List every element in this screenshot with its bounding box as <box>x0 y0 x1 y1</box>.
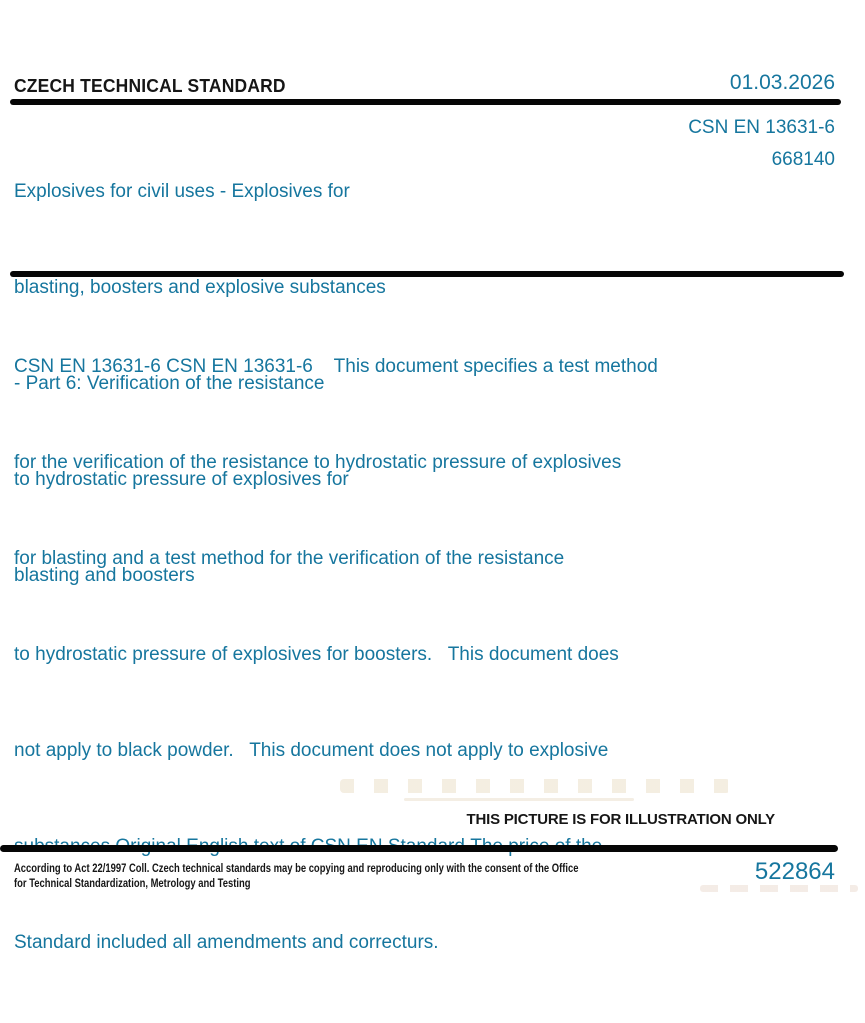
standard-code: CSN EN 13631-6 <box>688 117 835 138</box>
abstract-line: to hydrostatic pressure of explosives for boosters. This document does <box>14 644 619 665</box>
footer-divider-rule <box>0 845 838 852</box>
footer-legal-line: for Technical Standardization, Metrology and Testing <box>14 878 251 890</box>
illustration-only-note: THIS PICTURE IS FOR ILLUSTRATION ONLY <box>466 811 775 828</box>
standard-title-line: to hydrostatic pressure of explosives for <box>14 469 349 490</box>
standard-reference <box>688 112 835 176</box>
abstract-line: CSN EN 13631-6 CSN EN 13631-6 This document specifies a test method <box>14 356 658 377</box>
page-title: CZECH TECHNICAL STANDARD <box>14 76 286 96</box>
abstract-line: Standard included all amendments and correcturs. <box>14 932 439 953</box>
catalog-number: 668140 <box>771 149 835 170</box>
standard-title-line: - Part 6: Verification of the resistance <box>14 373 325 394</box>
abstract-line: for the verification of the resistance to hydrostatic pressure of explosives <box>14 452 622 473</box>
standard-title-line: blasting and boosters <box>14 565 195 586</box>
abstract-text <box>14 287 814 1023</box>
footer-legal-line: According to Act 22/1997 Coll. Czech technical standards may be copying and reproducing only with the consent of the Office <box>14 863 579 875</box>
header-divider-rule <box>10 99 841 105</box>
standard-title-line: Explosives for civil uses - Explosives for <box>14 181 350 202</box>
faint-watermark <box>700 885 858 892</box>
footer-legal-text <box>14 862 579 892</box>
abstract-line: for blasting and a test method for the verification of the resistance <box>14 548 565 569</box>
standard-title-line: blasting, boosters and explosive substances <box>14 277 386 298</box>
issue-date: 01.03.2026 <box>729 71 835 94</box>
abstract-line: not apply to black powder. This document does not apply to explosive <box>14 740 609 761</box>
title-divider-rule <box>10 271 844 277</box>
faint-watermark-underline <box>404 798 634 801</box>
document-number: 522864 <box>754 858 835 885</box>
faint-watermark <box>340 779 730 793</box>
